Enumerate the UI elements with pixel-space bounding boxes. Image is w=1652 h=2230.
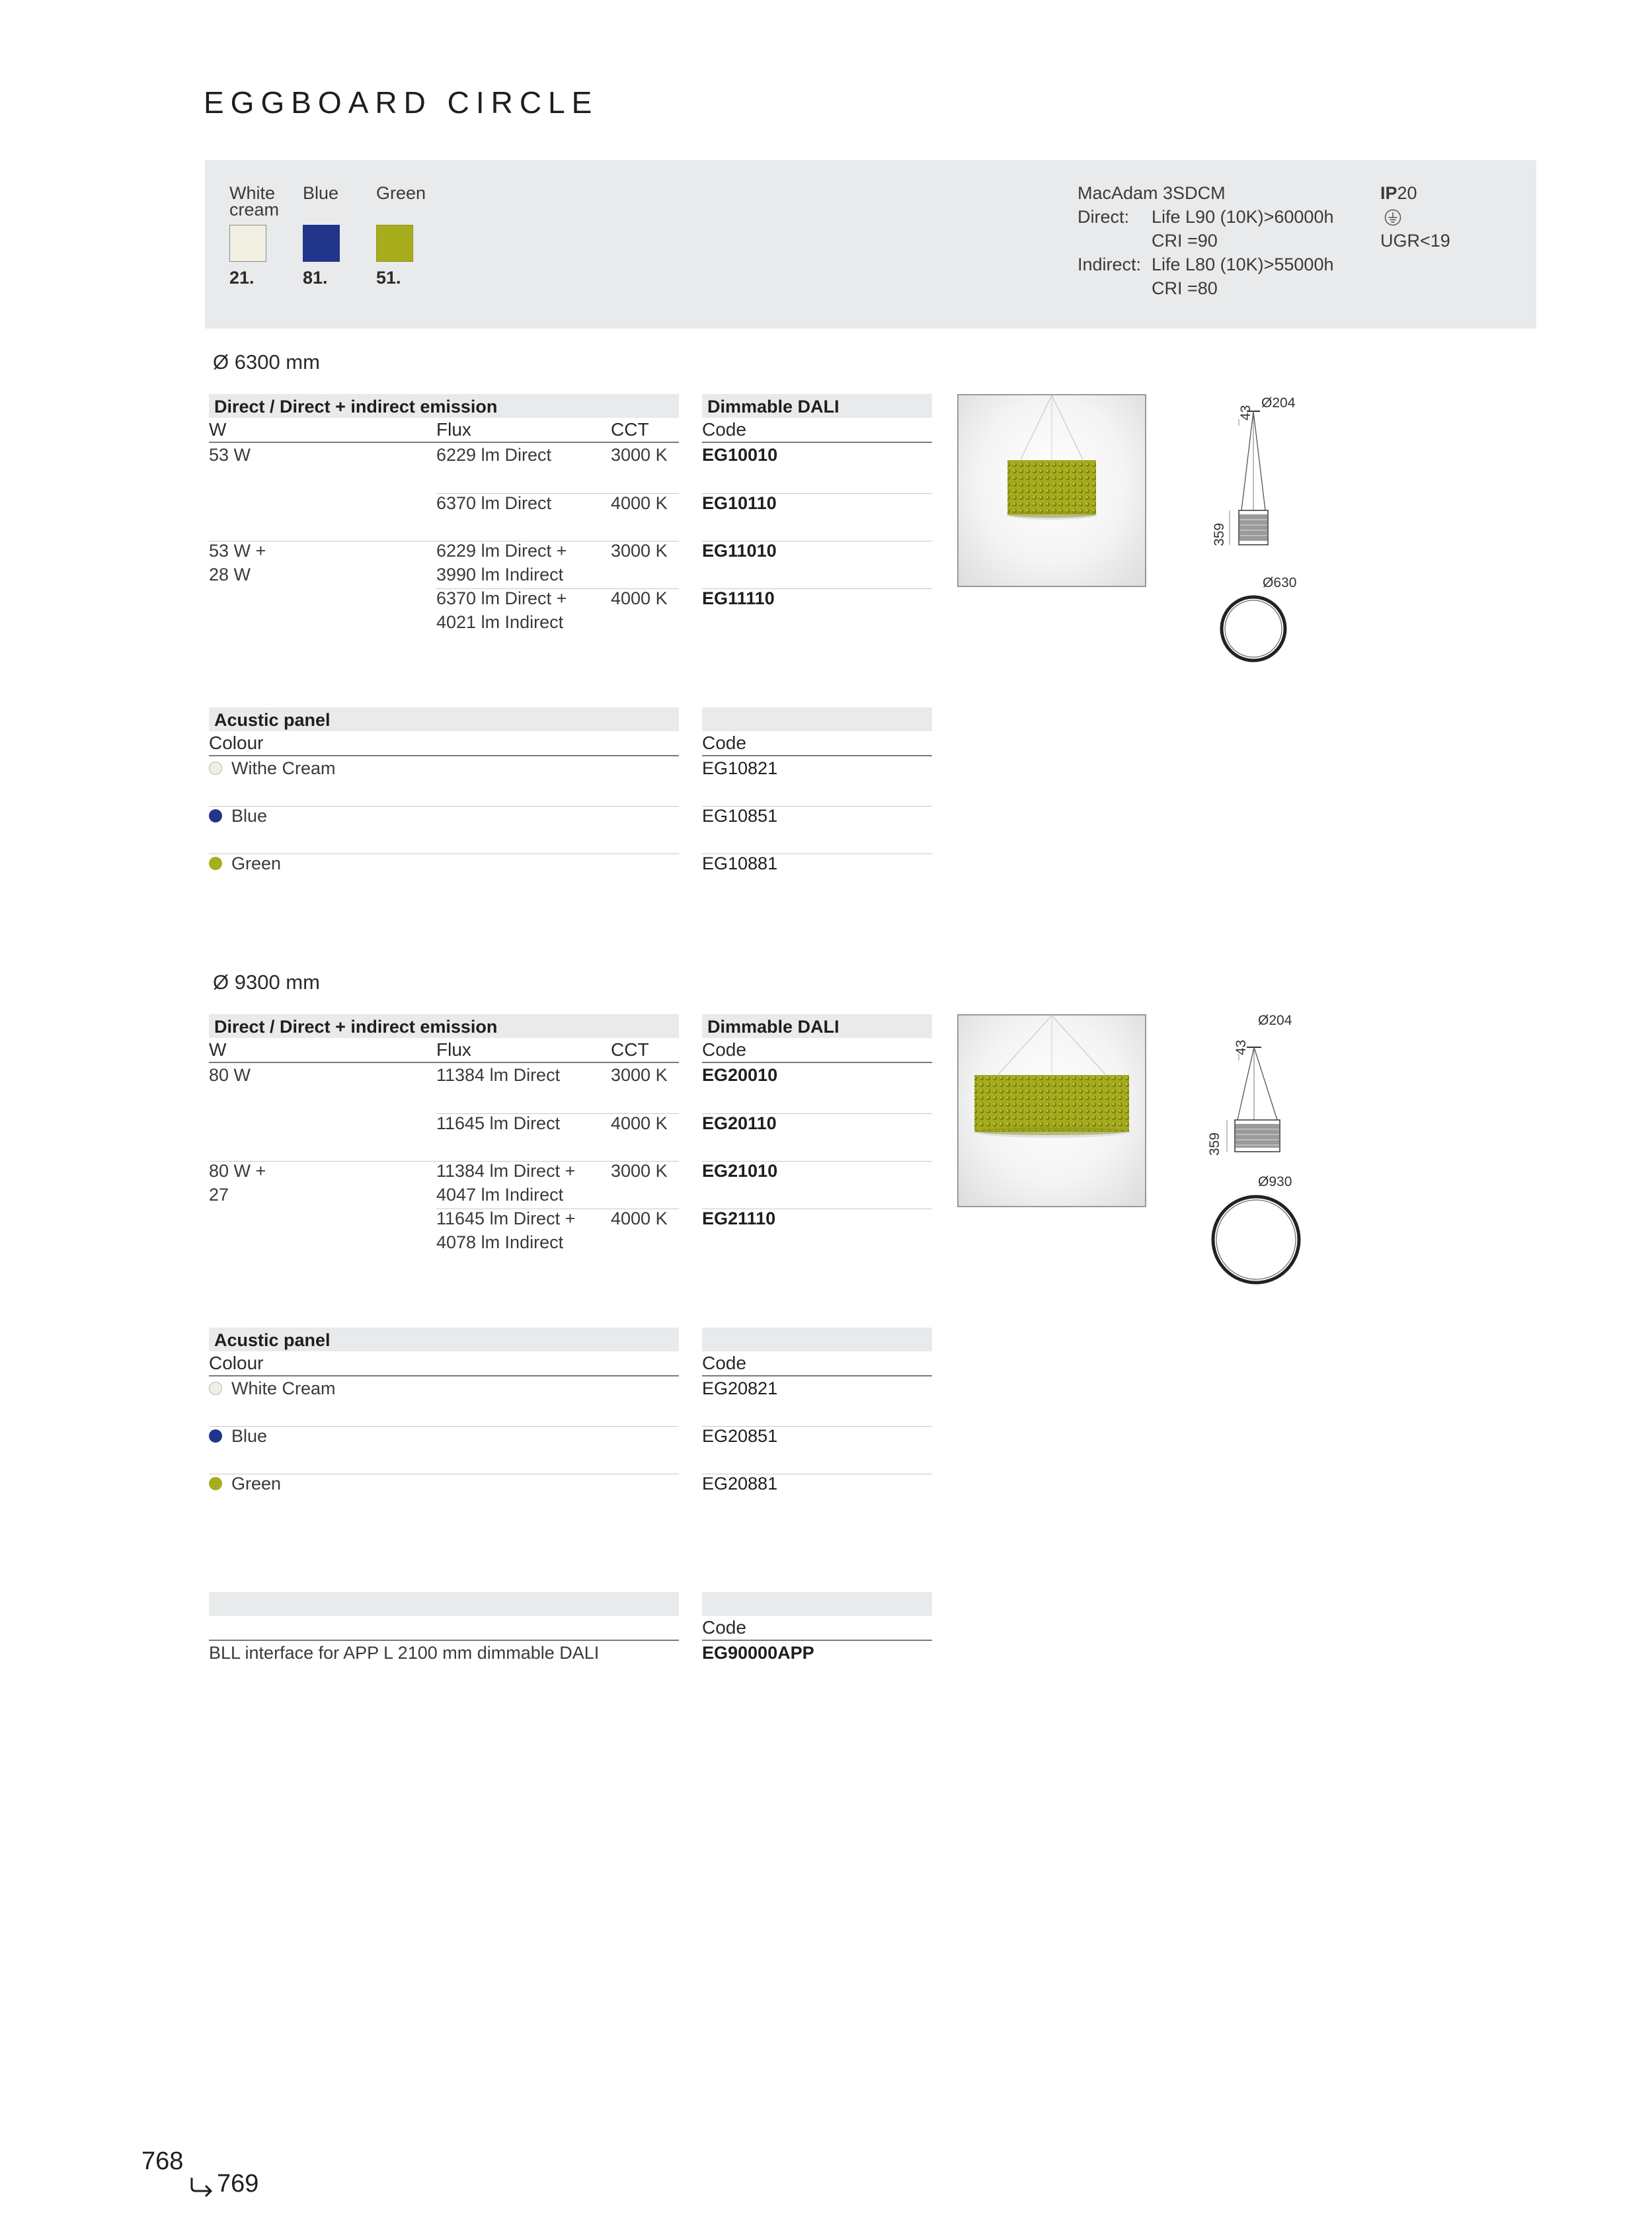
emission-header: Direct / Direct + indirect emission — [209, 394, 679, 418]
spec-ugr: UGR<19 — [1380, 231, 1450, 251]
row-code[interactable]: EG21110 — [702, 1209, 776, 1228]
page-title: EGGBOARD CIRCLE — [204, 85, 599, 120]
spec-indirect-life: Life L80 (10K)>55000h — [1152, 255, 1334, 274]
emission-header: Direct / Direct + indirect emission — [209, 1014, 679, 1038]
dali-header: Dimmable DALI — [702, 1014, 932, 1038]
col-code: Code — [702, 733, 746, 753]
dimension-cable: 43 — [1238, 405, 1253, 420]
panel-colour: Green — [231, 854, 282, 873]
row-code[interactable]: EG10010 — [702, 445, 778, 465]
next-page-link[interactable]: 769 — [217, 2170, 259, 2198]
row-code[interactable]: EG20110 — [702, 1113, 777, 1133]
panel-code[interactable]: EG10851 — [702, 806, 778, 826]
dimension-top: Ø204 — [1261, 395, 1296, 411]
spec-direct-cri: CRI =90 — [1152, 231, 1218, 251]
panel-colour: Blue — [231, 806, 268, 826]
row-cct: 4000 K — [611, 588, 668, 608]
colour-dot-green — [209, 1477, 222, 1490]
spec-direct-label: Direct: — [1078, 207, 1130, 227]
spec-direct-life: Life L90 (10K)>60000h — [1152, 207, 1334, 227]
row-flux: 6370 lm Direct + 4021 lm Indirect — [436, 588, 567, 632]
col-w: W — [209, 1039, 227, 1060]
col-w: W — [209, 419, 227, 440]
continue-arrow-icon[interactable] — [188, 2175, 216, 2198]
row-flux: 11384 lm Direct + 4047 lm Indirect — [436, 1161, 576, 1205]
row-cct: 4000 K — [611, 493, 668, 513]
panel-colour: Withe Cream — [231, 758, 336, 778]
row-flux: 11645 lm Direct — [436, 1113, 561, 1133]
finish-swatch-green[interactable] — [376, 225, 413, 262]
col-flux: Flux — [436, 419, 471, 440]
dimension-height: 359 — [1207, 1132, 1222, 1156]
section-diameter-6300: Ø 6300 mm — [213, 350, 320, 374]
colour-dot-green — [209, 857, 222, 870]
dimension-bottom: Ø930 — [1258, 1174, 1292, 1189]
dimension-bottom: Ø630 — [1263, 575, 1297, 590]
col-code: Code — [702, 419, 746, 440]
row-cct: 4000 K — [611, 1113, 668, 1133]
accessory-code-header-bar — [702, 1592, 932, 1616]
finish-code-blue: 81. — [303, 268, 328, 288]
colour-dot-white-cream — [209, 1382, 222, 1395]
dimension-top: Ø204 — [1258, 1013, 1292, 1028]
row-code[interactable]: EG21010 — [702, 1161, 778, 1181]
dimension-cable: 43 — [1234, 1039, 1249, 1055]
col-colour: Colour — [209, 733, 264, 753]
row-flux: 11384 lm Direct — [436, 1065, 561, 1085]
finish-swatch-blue[interactable] — [303, 225, 340, 262]
panel-code[interactable]: EG10821 — [702, 758, 778, 778]
row-flux: 11645 lm Direct + 4078 lm Indirect — [436, 1209, 576, 1252]
dali-header: Dimmable DALI — [702, 394, 932, 418]
acustic-panel-header: Acustic panel — [209, 1328, 679, 1351]
acustic-code-header-bar — [702, 1328, 932, 1351]
spec-macadam: MacAdam 3SDCM — [1078, 183, 1226, 203]
row-cct: 3000 K — [611, 445, 668, 465]
panel-code[interactable]: EG20851 — [702, 1426, 778, 1446]
finish-code-green: 51. — [376, 268, 401, 288]
panel-code[interactable]: EG20821 — [702, 1378, 778, 1398]
row-w: 80 W — [209, 1065, 251, 1085]
product-photo — [957, 394, 1146, 587]
acustic-code-header-bar — [702, 707, 932, 731]
acustic-panel-header: Acustic panel — [209, 707, 679, 731]
finish-label-green: Green — [376, 183, 426, 203]
row-flux: 6229 lm Direct + 3990 lm Indirect — [436, 541, 567, 584]
finish-label-white-cream: White cream — [229, 183, 280, 219]
section-diameter-9300: Ø 9300 mm — [213, 971, 320, 994]
col-cct: CCT — [611, 419, 649, 440]
spec-indirect-label: Indirect: — [1078, 255, 1142, 274]
row-flux: 6370 lm Direct — [436, 493, 552, 513]
accessory-description: BLL interface for APP L 2100 mm dimmable DALI — [209, 1643, 600, 1663]
row-w: 53 W + 28 W — [209, 541, 266, 584]
earth-ground-icon — [1384, 209, 1401, 226]
colour-dot-white-cream — [209, 762, 222, 775]
accessory-header-bar — [209, 1592, 679, 1616]
colour-dot-blue — [209, 809, 222, 822]
panel-colour: Blue — [231, 1426, 268, 1446]
page-number: 768 — [141, 2147, 184, 2175]
col-code: Code — [702, 1617, 746, 1638]
row-code[interactable]: EG20010 — [702, 1065, 778, 1085]
col-cct: CCT — [611, 1039, 649, 1060]
row-cct: 3000 K — [611, 1065, 668, 1085]
row-w: 80 W + 27 — [209, 1161, 266, 1205]
finish-code-white-cream: 21. — [229, 268, 255, 288]
panel-colour: White Cream — [231, 1378, 336, 1398]
product-photo — [957, 1014, 1146, 1207]
row-code[interactable]: EG10110 — [702, 493, 777, 513]
accessory-code[interactable]: EG90000APP — [702, 1643, 814, 1663]
row-code[interactable]: EG11010 — [702, 541, 777, 561]
spec-indirect-cri: CRI =80 — [1152, 278, 1218, 298]
row-cct: 3000 K — [611, 1161, 668, 1181]
row-code[interactable]: EG11110 — [702, 588, 775, 608]
row-w: 53 W — [209, 445, 251, 465]
panel-code[interactable]: EG10881 — [702, 854, 778, 873]
row-flux: 6229 lm Direct — [436, 445, 552, 465]
panel-code[interactable]: EG20881 — [702, 1474, 778, 1493]
col-flux: Flux — [436, 1039, 471, 1060]
spec-ip-rating: IP20 — [1380, 183, 1417, 203]
col-code: Code — [702, 1039, 746, 1060]
colour-dot-blue — [209, 1429, 222, 1443]
finish-swatch-white-cream[interactable] — [229, 225, 266, 262]
row-cct: 3000 K — [611, 541, 668, 561]
finish-label-blue: Blue — [303, 183, 339, 203]
dimension-height: 359 — [1212, 522, 1227, 546]
col-colour: Colour — [209, 1353, 264, 1373]
row-cct: 4000 K — [611, 1209, 668, 1228]
panel-colour: Green — [231, 1474, 282, 1493]
col-code: Code — [702, 1353, 746, 1373]
